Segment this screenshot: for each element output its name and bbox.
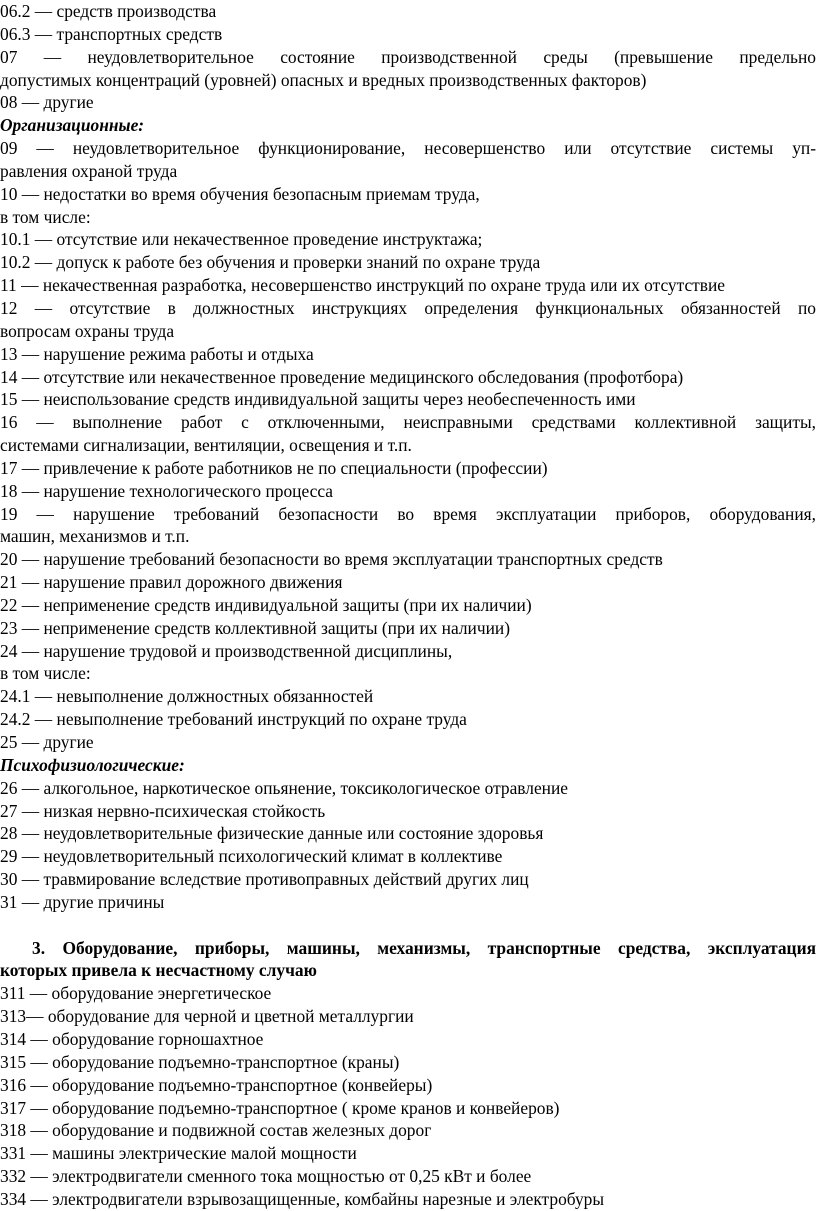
list-item: 311 — оборудование энергетическое bbox=[0, 983, 272, 1004]
list-item: системами сигнализации, вентиляции, освещения и т.п. bbox=[0, 435, 412, 456]
list-item: 12 — отсутствие в должностных инструкциях определения функциональных обязанностей по bbox=[0, 297, 816, 318]
list-item: 14 — отсутствие или некачественное проведение медицинского обследования (профотбора) bbox=[0, 366, 684, 387]
list-item: 316 — оборудование подъемно-транспортное (конвейеры) bbox=[0, 1074, 433, 1095]
list-item: машин, механизмов и т.п. bbox=[0, 526, 190, 547]
list-item: 318 — оборудование и подвижной состав железных дорог bbox=[0, 1120, 432, 1141]
list-item: 08 — другие bbox=[0, 92, 94, 113]
list-item: 317 — оборудование подъемно-транспортное ( кроме кранов и конвейеров) bbox=[0, 1097, 560, 1118]
list-item: 24.2 — невыполнение требований инструкций по охране труда bbox=[0, 709, 467, 730]
list-group-c bbox=[0, 777, 816, 914]
list-item: 24 — нарушение трудовой и производственной дисциплины, bbox=[0, 640, 453, 661]
list-item: 313— оборудование для черной и цветной металлургии bbox=[0, 1006, 414, 1027]
list-item: 27 — низкая нервно-психическая стойкость bbox=[0, 800, 326, 821]
section-3-title-line1: 3. Оборудование, приборы, машины, механизмы, транспортные средства, эксплуатация bbox=[32, 937, 816, 958]
list-item: 13 — нарушение режима работы и отдыха bbox=[0, 343, 314, 364]
list-item: равления охраной труда bbox=[0, 160, 178, 181]
list-item: 331 — машины электрические малой мощности bbox=[0, 1143, 357, 1164]
list-item: 314 — оборудование горношахтное bbox=[0, 1028, 264, 1049]
section-3-title-line2: которых привела к несчастному случаю bbox=[0, 960, 317, 981]
list-item: 18 — нарушение технологического процесса bbox=[0, 480, 333, 501]
list-item: 26 — алкогольное, наркотическое опьянение, токсикологическое отравление bbox=[0, 777, 569, 798]
list-item: 15 — неиспользование средств индивидуальной защиты через необеспеченность ими bbox=[0, 389, 636, 410]
list-item: 29 — неудовлетворительный психологический климат в коллективе bbox=[0, 846, 503, 867]
list-item: 17 — привлечение к работе работников не по специальности (профессии) bbox=[0, 457, 548, 478]
list-item: 21 — нарушение правил дорожного движения bbox=[0, 572, 343, 593]
list-item: 06.3 — транспортных средств bbox=[0, 23, 223, 44]
list-group-d bbox=[0, 982, 816, 1210]
list-item: 30 — травмирование вследствие противоправных действий других лиц bbox=[0, 869, 529, 890]
list-item: 11 — некачественная разработка, несовершенство инструкций по охране труда или их отсутствие bbox=[0, 275, 725, 296]
list-item: 09 — неудовлетворительное функционирование, несовершенство или отсутствие системы уп- bbox=[0, 138, 816, 159]
list-item: 20 — нарушение требований безопасности во время эксплуатации транспортных средств bbox=[0, 549, 663, 570]
list-item: 10.2 — допуск к работе без обучения и проверки знаний по охране труда bbox=[0, 252, 541, 273]
list-item: 25 — другие bbox=[0, 732, 94, 752]
list-item: допустимых концентраций (уровней) опасных и вредных производственных факторов) bbox=[0, 69, 647, 90]
list-item: 28 — неудовлетворительные физические данные или состояние здоровья bbox=[0, 823, 544, 844]
list-item: 315 — оборудование подъемно-транспортное (краны) bbox=[0, 1051, 400, 1072]
list-item: 22 — неприменение средств индивидуальной защиты (при их наличии) bbox=[0, 594, 532, 615]
list-group-b bbox=[0, 137, 816, 754]
list-item: 06.2 — средств производства bbox=[0, 1, 217, 21]
heading-psychophysiological: Психофизиологические: bbox=[0, 754, 185, 775]
list-group-a bbox=[0, 0, 816, 114]
list-item: 23 — неприменение средств коллективной защиты (при их наличии) bbox=[0, 617, 510, 638]
list-item: 24.1 — невыполнение должностных обязанностей bbox=[0, 686, 374, 707]
list-item: 10.1 — отсутствие или некачественное проведение инструктажа; bbox=[0, 229, 483, 250]
heading-organizational: Организационные: bbox=[0, 115, 145, 136]
list-item: 19 — нарушение требований безопасности во время эксплуатации приборов, оборудования, bbox=[0, 503, 816, 524]
list-item: вопросам охраны труда bbox=[0, 320, 175, 341]
list-item: 334 — электродвигатели взрывозащищенные, комбайны нарезные и электробуры bbox=[0, 1188, 605, 1209]
list-item: 31 — другие причины bbox=[0, 891, 165, 912]
list-item: в том числе: bbox=[0, 663, 91, 684]
list-item: 332 — электродвигатели сменного тока мощностью от 0,25 кВт и более bbox=[0, 1166, 532, 1187]
list-item: 07 — неудовлетворительное состояние производственной среды (превышение предельно bbox=[0, 46, 816, 67]
section-spacer bbox=[0, 914, 816, 937]
list-item: 16 — выполнение работ с отключенными, неисправными средствами коллективной защиты, bbox=[0, 412, 816, 433]
list-item: в том числе: bbox=[0, 206, 91, 227]
list-item: 10 — недостатки во время обучения безопасным приемам труда, bbox=[0, 183, 480, 204]
